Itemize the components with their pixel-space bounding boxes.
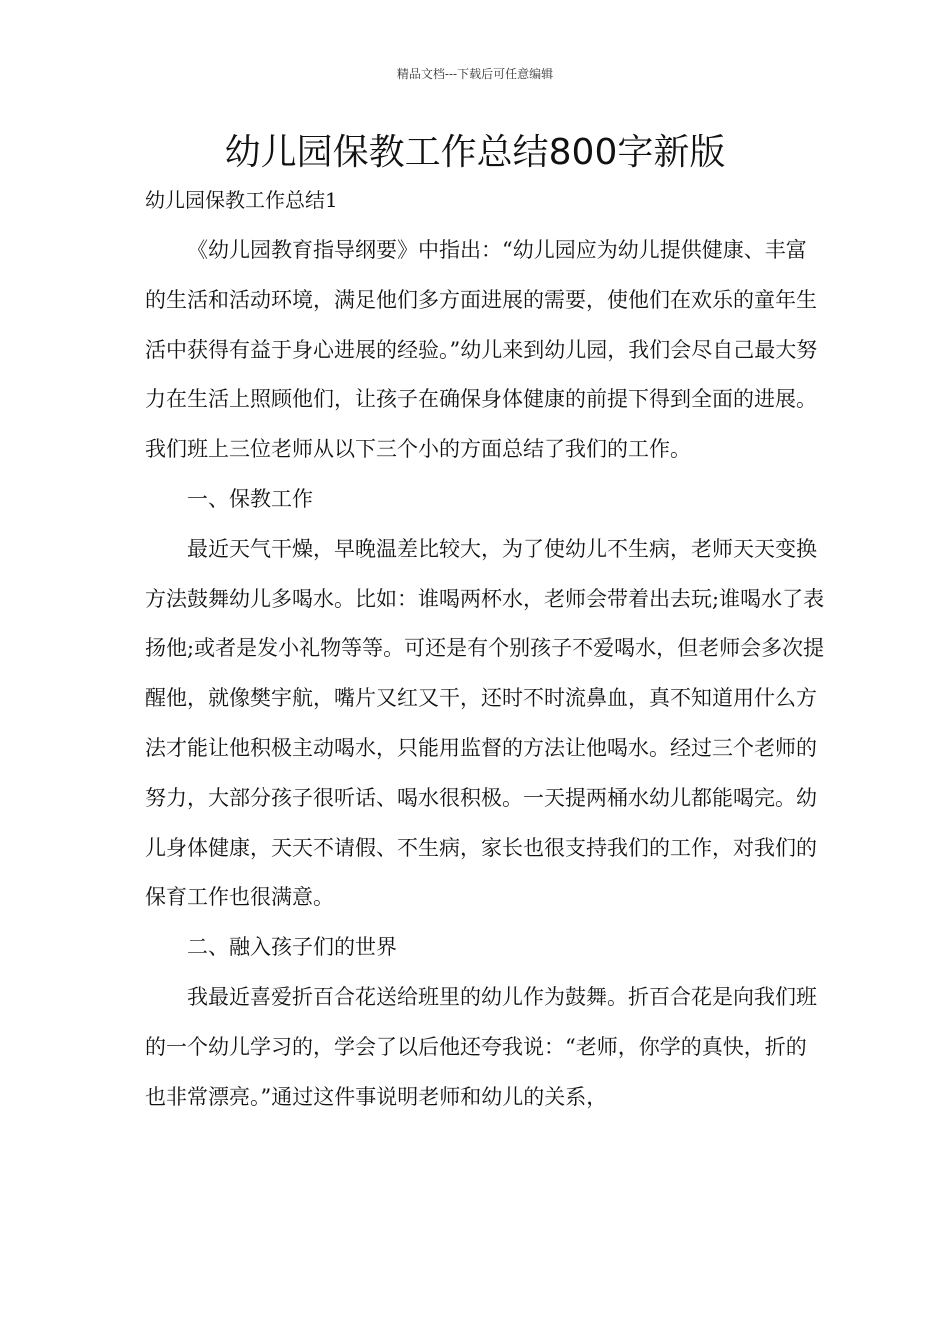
section-subtitle: 幼儿园保教工作总结1	[145, 188, 338, 212]
paragraph-care-work: 最近天气干燥，早晚温差比较大，为了使幼儿不生病，老师天天变换方法鼓舞幼儿多喝水。比如：谁喝两杯水，老师会带着出去玩;谁喝水了表扬他;或者是发小礼物等等。可还是有个别孩子不爱喝水，但老师会多次提醒他，就像樊宇航，嘴片又红又干，还时不时流鼻血，真不知道用什么方法才能让他积极主动喝水，只能用监督的方法让他喝水。经过三个老师的努力，大部分孩子很听话、喝水很积极。一天提两桶水幼儿都能喝完。幼儿身体健康，天天不请假、不生病，家长也很支持我们的工作，对我们的保育工作也很满意。	[145, 536, 825, 910]
paragraph-children-world: 我最近喜爱折百合花送给班里的幼儿作为鼓舞。折百合花是向我们班的一个幼儿学习的，学会了以后他还夸我说：“老师，你学的真快，折的也非常漂亮。”通过这件事说明老师和幼儿的关系，	[145, 984, 817, 1109]
section-heading-1: 一、保教工作	[187, 486, 313, 511]
document-title: 幼儿园保教工作总结800字新版	[224, 132, 726, 173]
header-note: 精品文档---下载后可任意编辑	[396, 67, 554, 81]
document-body	[145, 226, 825, 1122]
paragraph-intro: 《幼儿园教育指导纲要》中指出：“幼儿园应为幼儿提供健康、丰富的生活和活动环境，满足他们多方面进展的需要，使他们在欢乐的童年生活中获得有益于身心进展的经验。”幼儿来到幼儿园，我们会尽自己最大努力在生活上照顾他们，让孩子在确保身体健康的前提下得到全面的进展。我们班上三位老师从以下三个小的方面总结了我们的工作。	[145, 238, 818, 462]
section-heading-2: 二、融入孩子们的世界	[187, 935, 397, 960]
